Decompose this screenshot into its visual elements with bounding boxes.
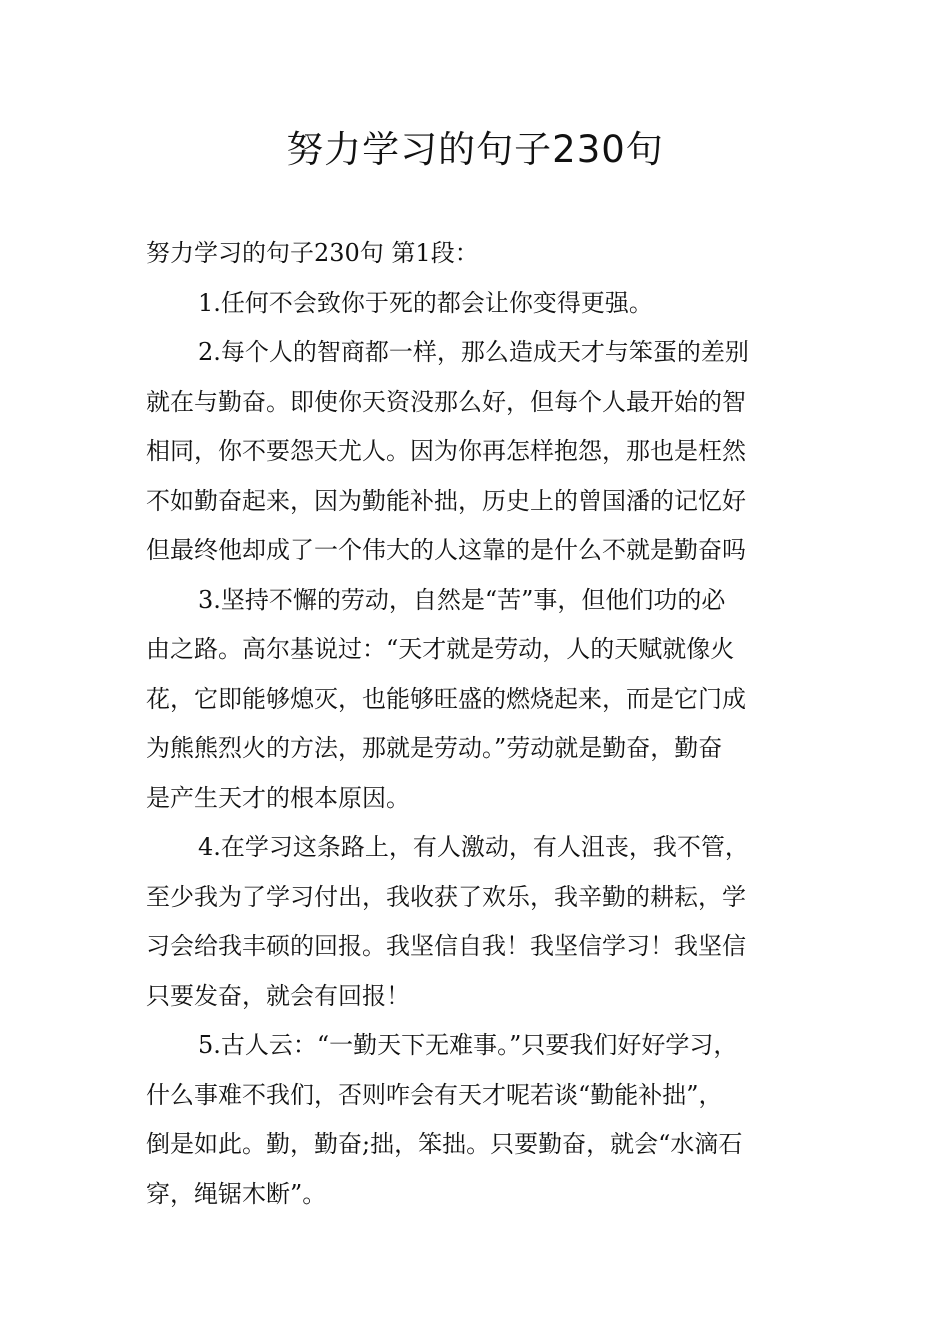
- section-heading: 努力学习的句子230句 第1段：: [146, 239, 479, 267]
- paragraph-line: 3.坚持不懈的劳动，自然是“苦”事，但他们功的必: [198, 585, 726, 614]
- paragraph-line: 由之路。高尔基说过：“天才就是劳动，人的天赋就像火: [146, 635, 735, 663]
- paragraph-line: 至少我为了学习付出，我收获了欢乐，我辛勤的耕耘，学: [146, 882, 746, 911]
- paragraph-line: 5.古人云：“一勤天下无难事。”只要我们好好学习，: [198, 1031, 738, 1059]
- paragraph-line: 什么事难不我们，否则咋会有天才呢若谈“勤能补拙”，: [146, 1080, 723, 1109]
- document-body: [146, 229, 816, 1219]
- paragraph-3: [146, 576, 816, 824]
- paragraph-line: 1.任何不会致你于死的都会让你变得更强。: [198, 288, 653, 317]
- paragraph-line: 2.每个人的智商都一样，那么造成天才与笨蛋的差别: [198, 338, 749, 366]
- paragraph-line: 是产生天才的根本原因。: [146, 783, 410, 812]
- paragraph-1: [146, 279, 816, 329]
- paragraph-2: [146, 328, 816, 576]
- paragraph-line: 花，它即能够熄灭，也能够旺盛的燃烧起来，而是它门成: [146, 684, 746, 713]
- page-title: 努力学习的句子230句: [286, 128, 664, 171]
- paragraph-line: 就在与勤奋。即使你天资没那么好，但每个人最开始的智: [146, 387, 746, 416]
- paragraph-line: 不如勤奋起来，因为勤能补拙，历史上的曾国潘的记忆好: [146, 486, 746, 515]
- paragraph-line: 为熊熊烈火的方法，那就是劳动。”劳动就是勤奋，勤奋: [146, 734, 723, 762]
- paragraph-5: [146, 1021, 816, 1219]
- paragraph-line: 习会给我丰硕的回报。我坚信自我！我坚信学习！我坚信: [146, 932, 746, 960]
- paragraph-line: 相同，你不要怨天尤人。因为你再怎样抱怨，那也是枉然: [146, 437, 746, 465]
- paragraph-line: 倒是如此。勤，勤奋;拙，笨拙。只要勤奋，就会“水滴石: [146, 1130, 743, 1158]
- paragraph-4: [146, 823, 816, 1021]
- paragraph-line: 穿，绳锯木断”。: [146, 1179, 327, 1208]
- paragraph-line: 但最终他却成了一个伟大的人这靠的是什么不就是勤奋吗: [146, 536, 746, 564]
- paragraph-line: 4.在学习这条路上，有人激动，有人沮丧，我不管，: [198, 833, 749, 861]
- paragraph-line: 只要发奋，就会有回报！: [146, 981, 410, 1010]
